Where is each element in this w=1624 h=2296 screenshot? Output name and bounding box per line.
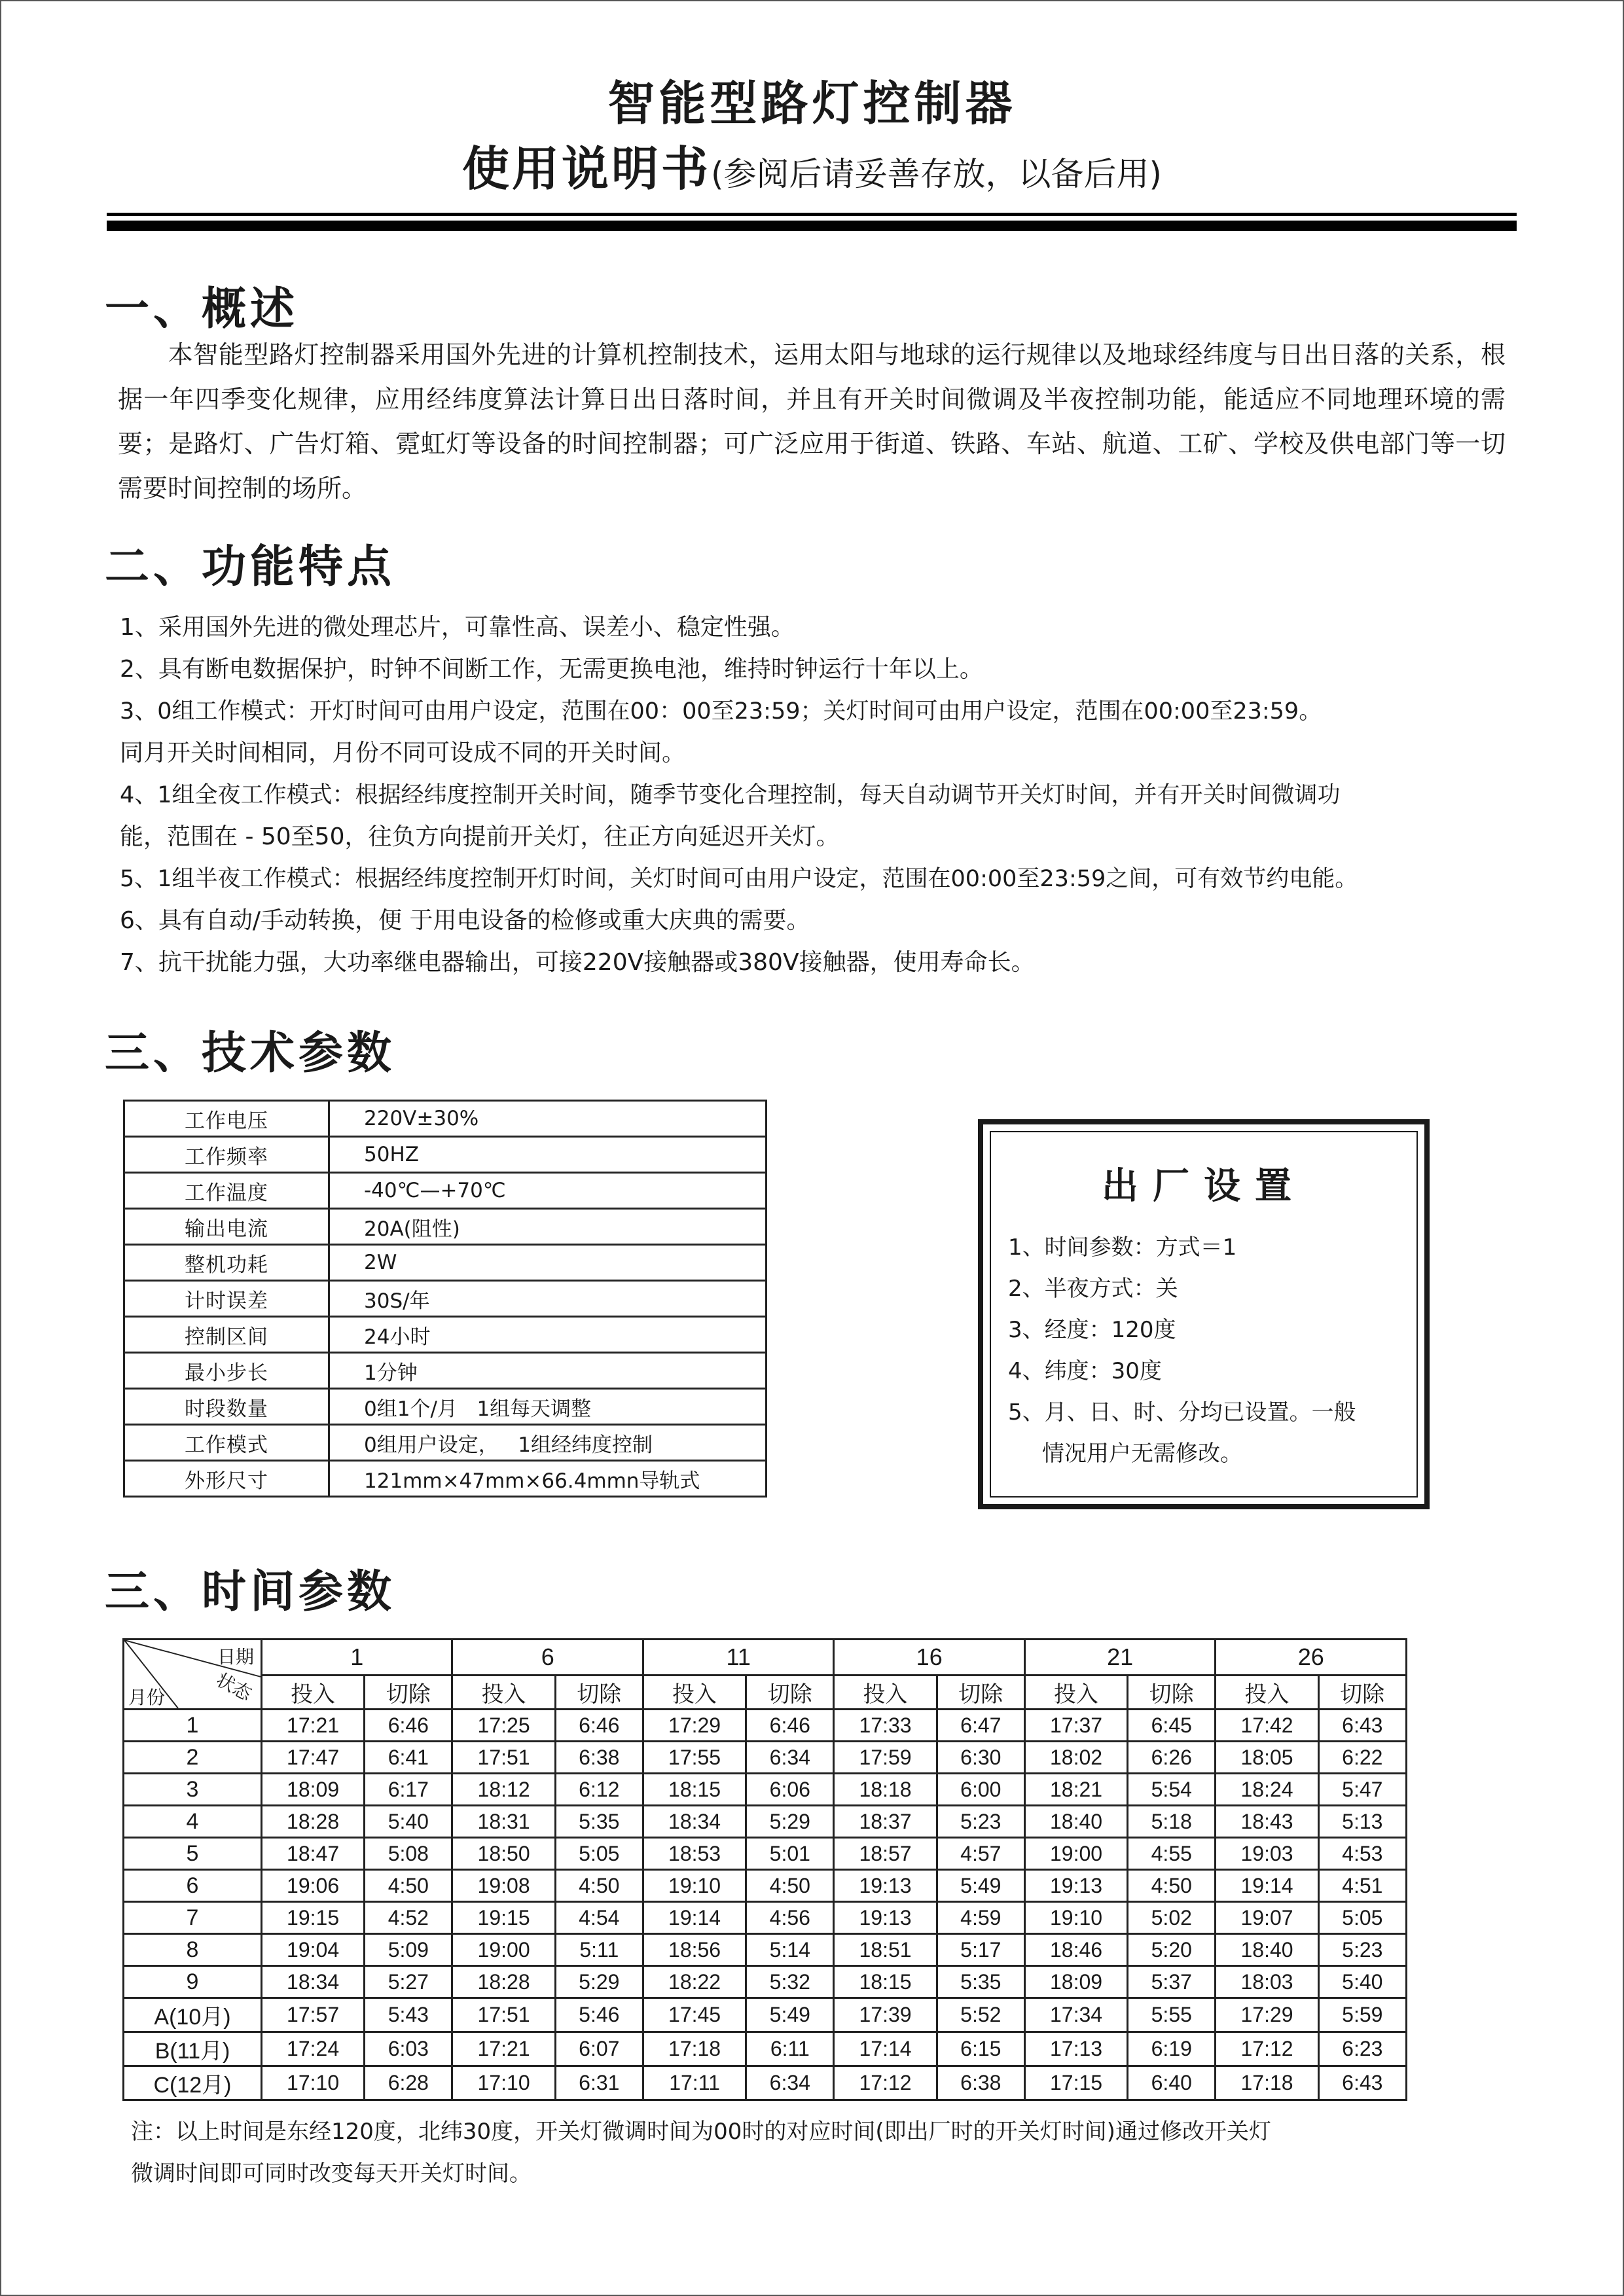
spec-value: 1分钟: [329, 1353, 767, 1389]
on-header: 投入: [1024, 1676, 1127, 1710]
on-header: 投入: [643, 1676, 746, 1710]
time-row: [124, 1838, 1407, 1870]
day-header: 16: [834, 1640, 1024, 1676]
off-time-cell: 6:45: [1128, 1710, 1216, 1742]
on-time-cell: 17:25: [452, 1710, 555, 1742]
month-cell: 5: [124, 1838, 262, 1870]
spec-key: 计时误差: [124, 1281, 329, 1317]
off-time-cell: 4:57: [937, 1838, 1024, 1870]
spec-key: 最小步长: [124, 1353, 329, 1389]
off-time-cell: 4:55: [1128, 1838, 1216, 1870]
features-heading: 二、功能特点: [105, 541, 396, 593]
on-time-cell: 19:00: [1024, 1838, 1127, 1870]
off-time-cell: 6:03: [365, 2032, 452, 2066]
spec-value: 20A(阻性): [329, 1209, 767, 1245]
on-time-cell: 17:34: [1024, 1998, 1127, 2032]
on-time-cell: 17:21: [452, 2032, 555, 2066]
spec-key: 工作电压: [124, 1101, 329, 1137]
on-time-cell: 17:10: [262, 2066, 365, 2100]
spec-row: [124, 1281, 767, 1317]
on-time-cell: 17:51: [452, 1742, 555, 1774]
time-row: [124, 1774, 1407, 1806]
spec-row: [124, 1353, 767, 1389]
spec-value: 2W: [329, 1245, 767, 1281]
on-header: 投入: [1216, 1676, 1318, 1710]
time-row: [124, 1870, 1407, 1902]
time-row: [124, 2066, 1407, 2100]
month-cell: 4: [124, 1806, 262, 1838]
on-time-cell: 17:24: [262, 2032, 365, 2066]
month-cell: 9: [124, 1966, 262, 1998]
off-time-cell: 5:29: [746, 1806, 834, 1838]
factory-item: 2、半夜方式：关: [1008, 1276, 1178, 1302]
on-time-cell: 18:34: [262, 1966, 365, 1998]
on-time-cell: 19:07: [1216, 1902, 1318, 1934]
on-time-cell: 17:29: [643, 1710, 746, 1742]
feature-line: 5、1组半夜工作模式：根据经纬度控制开灯时间，关灯时间可由用户设定，范围在00:00至23:59之间，可有效节约电能。: [120, 866, 1358, 892]
off-time-cell: 5:52: [937, 1998, 1024, 2032]
off-time-cell: 6:11: [746, 2032, 834, 2066]
on-time-cell: 18:03: [1216, 1966, 1318, 1998]
on-time-cell: 19:08: [452, 1870, 555, 1902]
off-time-cell: 6:23: [1318, 2032, 1406, 2066]
spec-value: 0组用户设定， 1组经纬度控制: [329, 1425, 767, 1461]
corner-state-label: 状态: [212, 1668, 255, 1706]
footnote-line-2: 微调时间即可同时改变每天开关灯时间。: [131, 2161, 532, 2187]
spec-row: [124, 1425, 767, 1461]
on-time-cell: 17:59: [834, 1742, 937, 1774]
off-time-cell: 5:05: [555, 1838, 643, 1870]
on-time-cell: 17:18: [1216, 2066, 1318, 2100]
off-header: 切除: [365, 1676, 452, 1710]
off-time-cell: 6:19: [1128, 2032, 1216, 2066]
overview-text-body: 本智能型路灯控制器采用国外先进的计算机控制技术，运用太阳与地球的运行规律以及地球经纬度与日出日落的关系，根据一年四季变化规律，应用经纬度算法计算日出日落时间，并且有开关时间微调及半夜控制功能，能适应不同地理环境的需要；是路灯、广告灯箱、霓虹灯等设备的时间控制器；可广泛应用于街道、铁路、车站、航道、工矿、学校及供电部门等一切需要时间控制的场所。: [118, 340, 1506, 503]
off-time-cell: 6:34: [746, 2066, 834, 2100]
off-header: 切除: [1128, 1676, 1216, 1710]
factory-item: 1、时间参数：方式＝1: [1008, 1234, 1237, 1261]
overview-heading: 一、概述: [105, 283, 299, 335]
on-time-cell: 18:37: [834, 1806, 937, 1838]
off-time-cell: 6:41: [365, 1742, 452, 1774]
off-time-cell: 5:13: [1318, 1806, 1406, 1838]
spec-key: 时段数量: [124, 1389, 329, 1425]
on-time-cell: 19:03: [1216, 1838, 1318, 1870]
on-time-cell: 19:10: [643, 1870, 746, 1902]
off-time-cell: 6:43: [1318, 1710, 1406, 1742]
on-header: 投入: [452, 1676, 555, 1710]
on-time-cell: 18:40: [1216, 1934, 1318, 1966]
time-row: [124, 1934, 1407, 1966]
off-time-cell: 5:47: [1318, 1774, 1406, 1806]
spec-key: 外形尺寸: [124, 1461, 329, 1497]
off-header: 切除: [746, 1676, 834, 1710]
spec-value: -40℃—+70℃: [329, 1173, 767, 1209]
day-header: 26: [1216, 1640, 1407, 1676]
spec-key: 控制区间: [124, 1317, 329, 1353]
time-row: [124, 1902, 1407, 1934]
spec-row: [124, 1137, 767, 1173]
on-time-cell: 19:06: [262, 1870, 365, 1902]
time-table: [122, 1638, 1407, 2101]
on-time-cell: 18:40: [1024, 1806, 1127, 1838]
on-time-cell: 17:39: [834, 1998, 937, 2032]
spec-key: 工作温度: [124, 1173, 329, 1209]
time-row: [124, 2032, 1407, 2066]
day-header: 6: [452, 1640, 643, 1676]
on-time-cell: 18:09: [1024, 1966, 1127, 1998]
on-time-cell: 18:47: [262, 1838, 365, 1870]
off-time-cell: 6:15: [937, 2032, 1024, 2066]
feature-line: 2、具有断电数据保护，时钟不间断工作，无需更换电池，维持时钟运行十年以上。: [120, 656, 983, 683]
on-time-cell: 17:55: [643, 1742, 746, 1774]
on-time-cell: 18:56: [643, 1934, 746, 1966]
off-time-cell: 5:32: [746, 1966, 834, 1998]
month-cell: 6: [124, 1870, 262, 1902]
off-header: 切除: [555, 1676, 643, 1710]
on-time-cell: 19:00: [452, 1934, 555, 1966]
on-time-cell: 19:10: [1024, 1902, 1127, 1934]
off-header: 切除: [937, 1676, 1024, 1710]
off-time-cell: 6:43: [1318, 2066, 1406, 2100]
off-time-cell: 4:51: [1318, 1870, 1406, 1902]
on-time-cell: 18:12: [452, 1774, 555, 1806]
spec-value: 220V±30%: [329, 1101, 767, 1137]
spec-key: 工作频率: [124, 1137, 329, 1173]
header-rule-thick: [107, 221, 1517, 231]
off-time-cell: 6:28: [365, 2066, 452, 2100]
on-time-cell: 17:11: [643, 2066, 746, 2100]
document-subtitle: [0, 131, 1624, 199]
on-time-cell: 17:51: [452, 1998, 555, 2032]
on-time-cell: 18:50: [452, 1838, 555, 1870]
spec-row: [124, 1245, 767, 1281]
feature-line: 能，范围在 - 50至50，往负方向提前开关灯，往正方向延迟开关灯。: [120, 823, 840, 850]
factory-item-continuation: 情况用户无需修改。: [1042, 1441, 1242, 1467]
off-time-cell: 5:54: [1128, 1774, 1216, 1806]
footnote-line-1: 注：以上时间是东经120度，北纬30度，开关灯微调时间为00时的对应时间(即出厂时的开关灯时间)通过修改开关灯: [131, 2119, 1271, 2145]
off-time-cell: 5:43: [365, 1998, 452, 2032]
off-time-cell: 6:00: [937, 1774, 1024, 1806]
factory-settings-title: 出厂设置: [1102, 1165, 1306, 1208]
on-time-cell: 19:15: [452, 1902, 555, 1934]
on-time-cell: 17:45: [643, 1998, 746, 2032]
feature-line: 7、抗干扰能力强，大功率继电器输出，可接220V接触器或380V接触器，使用寿命长。: [120, 949, 1035, 976]
document-title: 智能型路灯控制器: [607, 76, 1017, 131]
off-time-cell: 4:50: [1128, 1870, 1216, 1902]
off-time-cell: 5:18: [1128, 1806, 1216, 1838]
off-time-cell: 5:49: [937, 1870, 1024, 1902]
off-time-cell: 5:23: [937, 1806, 1024, 1838]
off-time-cell: 5:17: [937, 1934, 1024, 1966]
corner-header-cell: [124, 1640, 262, 1710]
on-time-cell: 19:13: [834, 1870, 937, 1902]
feature-line: 1、采用国外先进的微处理芯片，可靠性高、误差小、稳定性强。: [120, 614, 795, 641]
factory-settings-box: [978, 1119, 1430, 1509]
on-time-cell: 18:43: [1216, 1806, 1318, 1838]
off-time-cell: 6:38: [555, 1742, 643, 1774]
off-time-cell: 6:46: [555, 1710, 643, 1742]
off-time-cell: 5:37: [1128, 1966, 1216, 1998]
spec-value: 0组1个/月 1组每天调整: [329, 1389, 767, 1425]
on-time-cell: 18:28: [452, 1966, 555, 1998]
time-row: [124, 1742, 1407, 1774]
month-cell: 7: [124, 1902, 262, 1934]
spec-key: 整机功耗: [124, 1245, 329, 1281]
spec-value: 24小时: [329, 1317, 767, 1353]
on-time-cell: 18:51: [834, 1934, 937, 1966]
off-time-cell: 6:30: [937, 1742, 1024, 1774]
day-header: 21: [1024, 1640, 1215, 1676]
day-header: 11: [643, 1640, 833, 1676]
on-header: 投入: [262, 1676, 365, 1710]
off-time-cell: 6:38: [937, 2066, 1024, 2100]
on-time-cell: 17:33: [834, 1710, 937, 1742]
on-time-cell: 17:42: [1216, 1710, 1318, 1742]
subtitle-note: (参阅后请妥善存放，以备后用): [711, 155, 1163, 193]
factory-settings-list: [1008, 1227, 1356, 1475]
month-cell: 1: [124, 1710, 262, 1742]
footnote: [131, 2111, 1506, 2195]
on-time-cell: 18:57: [834, 1838, 937, 1870]
feature-line: 6、具有自动/手动转换，便 于用电设备的检修或重大庆典的需要。: [120, 907, 810, 934]
factory-item: 5、月、日、时、分均已设置。一般: [1008, 1399, 1356, 1426]
month-cell: C(12月): [124, 2066, 262, 2100]
on-time-cell: 17:21: [262, 1710, 365, 1742]
spec-row: [124, 1173, 767, 1209]
features-list: [120, 607, 1521, 984]
on-time-cell: 17:12: [1216, 2032, 1318, 2066]
on-time-cell: 18:02: [1024, 1742, 1127, 1774]
off-time-cell: 5:23: [1318, 1934, 1406, 1966]
on-time-cell: 19:14: [643, 1902, 746, 1934]
off-time-cell: 5:49: [746, 1998, 834, 2032]
on-time-cell: 18:24: [1216, 1774, 1318, 1806]
off-time-cell: 4:53: [1318, 1838, 1406, 1870]
off-header: 切除: [1318, 1676, 1406, 1710]
off-time-cell: 4:54: [555, 1902, 643, 1934]
off-time-cell: 4:50: [746, 1870, 834, 1902]
on-time-cell: 17:29: [1216, 1998, 1318, 2032]
specs-heading: 三、技术参数: [105, 1028, 396, 1079]
off-time-cell: 4:52: [365, 1902, 452, 1934]
feature-line: 同月开关时间相同，月份不同可设成不同的开关时间。: [120, 740, 686, 766]
on-time-cell: 17:57: [262, 1998, 365, 2032]
on-time-cell: 17:18: [643, 2032, 746, 2066]
feature-line: 4、1组全夜工作模式：根据经纬度控制开关时间，随季节变化合理控制，每天自动调节开关灯时间，并有开关时间微调功: [120, 782, 1341, 808]
month-cell: 3: [124, 1774, 262, 1806]
on-time-cell: 18:28: [262, 1806, 365, 1838]
on-time-cell: 19:13: [834, 1902, 937, 1934]
off-time-cell: 6:47: [937, 1710, 1024, 1742]
on-time-cell: 17:47: [262, 1742, 365, 1774]
spec-table: [123, 1100, 767, 1498]
off-time-cell: 5:55: [1128, 1998, 1216, 2032]
off-time-cell: 6:06: [746, 1774, 834, 1806]
off-time-cell: 5:08: [365, 1838, 452, 1870]
factory-item: 3、经度：120度: [1008, 1317, 1176, 1343]
on-time-cell: 18:15: [834, 1966, 937, 1998]
off-time-cell: 5:01: [746, 1838, 834, 1870]
month-cell: 2: [124, 1742, 262, 1774]
on-time-cell: 17:10: [452, 2066, 555, 2100]
time-params-heading: 三、时间参数: [105, 1566, 396, 1618]
off-time-cell: 4:56: [746, 1902, 834, 1934]
on-time-cell: 19:14: [1216, 1870, 1318, 1902]
on-time-cell: 18:21: [1024, 1774, 1127, 1806]
off-time-cell: 6:17: [365, 1774, 452, 1806]
spec-row: [124, 1101, 767, 1137]
spec-value: 121mm×47mm×66.4mmn导轨式: [329, 1461, 767, 1497]
off-time-cell: 6:26: [1128, 1742, 1216, 1774]
month-cell: B(11月): [124, 2032, 262, 2066]
off-time-cell: 6:12: [555, 1774, 643, 1806]
on-time-cell: 17:13: [1024, 2032, 1127, 2066]
factory-item: 4、纬度：30度: [1008, 1358, 1162, 1384]
off-time-cell: 5:09: [365, 1934, 452, 1966]
time-row: [124, 1998, 1407, 2032]
on-time-cell: 17:12: [834, 2066, 937, 2100]
off-time-cell: 6:46: [746, 1710, 834, 1742]
on-time-cell: 18:34: [643, 1806, 746, 1838]
on-time-cell: 18:15: [643, 1774, 746, 1806]
corner-month-label: 月份: [128, 1687, 166, 1708]
corner-date-label: 日期: [217, 1646, 254, 1668]
feature-line: 3、0组工作模式：开灯时间可由用户设定，范围在00：00至23:59；关灯时间可由用户设定，范围在00:00至23:59。: [120, 698, 1322, 725]
off-time-cell: 5:40: [365, 1806, 452, 1838]
month-cell: 8: [124, 1934, 262, 1966]
time-table-day-header: [124, 1640, 1407, 1676]
off-time-cell: 5:20: [1128, 1934, 1216, 1966]
subtitle-main: 使用说明书: [461, 141, 711, 196]
on-time-cell: 17:15: [1024, 2066, 1127, 2100]
on-time-cell: 18:05: [1216, 1742, 1318, 1774]
on-time-cell: 17:37: [1024, 1710, 1127, 1742]
header-rule-thin: [107, 213, 1517, 216]
off-time-cell: 6:34: [746, 1742, 834, 1774]
off-time-cell: 5:59: [1318, 1998, 1406, 2032]
off-time-cell: 6:07: [555, 2032, 643, 2066]
off-time-cell: 5:11: [555, 1934, 643, 1966]
month-cell: A(10月): [124, 1998, 262, 2032]
on-time-cell: 18:53: [643, 1838, 746, 1870]
day-header: 1: [262, 1640, 452, 1676]
spec-key: 工作模式: [124, 1425, 329, 1461]
off-time-cell: 4:59: [937, 1902, 1024, 1934]
on-time-cell: 19:04: [262, 1934, 365, 1966]
off-time-cell: 6:31: [555, 2066, 643, 2100]
on-time-cell: 18:22: [643, 1966, 746, 1998]
off-time-cell: 6:22: [1318, 1742, 1406, 1774]
off-time-cell: 6:40: [1128, 2066, 1216, 2100]
spec-row: [124, 1461, 767, 1497]
on-time-cell: 18:18: [834, 1774, 937, 1806]
off-time-cell: 5:02: [1128, 1902, 1216, 1934]
time-table-state-header: [124, 1676, 1407, 1710]
time-row: [124, 1966, 1407, 1998]
overview-text: [118, 332, 1506, 511]
on-time-cell: 19:13: [1024, 1870, 1127, 1902]
off-time-cell: 5:35: [937, 1966, 1024, 1998]
off-time-cell: 6:46: [365, 1710, 452, 1742]
off-time-cell: 5:40: [1318, 1966, 1406, 1998]
off-time-cell: 5:29: [555, 1966, 643, 1998]
spec-row: [124, 1389, 767, 1425]
spec-value: 50HZ: [329, 1137, 767, 1173]
off-time-cell: 4:50: [365, 1870, 452, 1902]
on-time-cell: 17:14: [834, 2032, 937, 2066]
on-time-cell: 18:31: [452, 1806, 555, 1838]
off-time-cell: 5:14: [746, 1934, 834, 1966]
spec-value: 30S/年: [329, 1281, 767, 1317]
on-header: 投入: [834, 1676, 937, 1710]
time-row: [124, 1710, 1407, 1742]
off-time-cell: 5:46: [555, 1998, 643, 2032]
on-time-cell: 19:15: [262, 1902, 365, 1934]
off-time-cell: 5:35: [555, 1806, 643, 1838]
spec-row: [124, 1317, 767, 1353]
spec-row: [124, 1209, 767, 1245]
time-row: [124, 1806, 1407, 1838]
off-time-cell: 4:50: [555, 1870, 643, 1902]
off-time-cell: 5:05: [1318, 1902, 1406, 1934]
spec-key: 输出电流: [124, 1209, 329, 1245]
on-time-cell: 18:09: [262, 1774, 365, 1806]
off-time-cell: 5:27: [365, 1966, 452, 1998]
on-time-cell: 18:46: [1024, 1934, 1127, 1966]
